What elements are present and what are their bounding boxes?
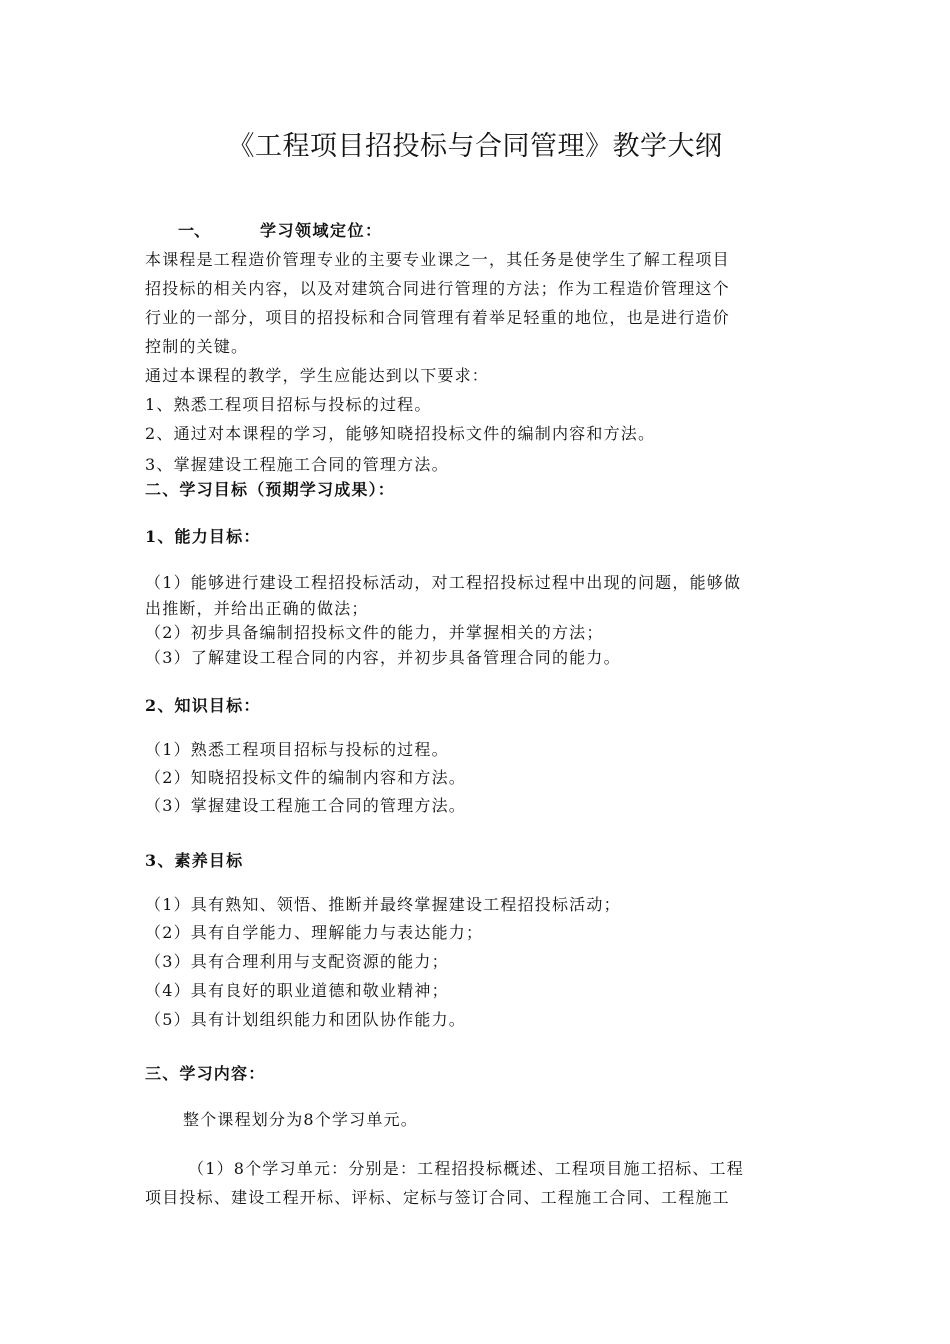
requirement-item: 1、熟悉工程项目招标与投标的过程。: [145, 395, 432, 414]
knowledge-goal-item: （1）熟悉工程项目招标与投标的过程。: [145, 740, 449, 759]
quality-goal-item: （1）具有熟知、领悟、推断并最终掌握建设工程招投标活动；: [145, 895, 621, 914]
paragraph-line: 控制的关键。: [145, 337, 249, 356]
ability-goals-heading: 1、能力目标：: [145, 527, 261, 546]
paragraph-line: （1）8个学习单元：分别是：工程招投标概述、工程项目施工招标、工程: [188, 1159, 744, 1178]
section-1-number: 一、: [178, 221, 211, 240]
knowledge-goals-heading: 2、知识目标：: [145, 696, 261, 715]
requirements-intro: 通过本课程的教学，学生应能达到以下要求：: [145, 366, 490, 385]
quality-goals-heading: 3、素养目标: [145, 851, 244, 870]
paragraph-line: 行业的一部分，项目的招投标和合同管理有着举足轻重的地位，也是进行造价: [145, 308, 730, 327]
ability-goal-item: （3）了解建设工程合同的内容，并初步具备管理合同的能力。: [145, 648, 621, 667]
quality-goal-item: （3）具有合理利用与支配资源的能力；: [145, 952, 449, 971]
quality-goal-item: （2）具有自学能力、理解能力与表达能力；: [145, 923, 484, 942]
page-title: 《工程项目招投标与合同管理》教学大纲: [227, 131, 723, 162]
paragraph-line: 项目投标、建设工程开标、评标、定标与签订合同、工程施工合同、工程施工: [145, 1188, 730, 1207]
requirement-item: 3、掌握建设工程施工合同的管理方法。: [145, 455, 449, 474]
quality-goal-item: （5）具有计划组织能力和团队协作能力。: [145, 1010, 466, 1029]
ability-goal-item: 出推断，并给出正确的做法；: [145, 599, 369, 618]
ability-goal-item: （2）初步具备编制招投标文件的能力，并掌握相关的方法；: [145, 623, 604, 642]
ability-goal-item: （1）能够进行建设工程招投标活动，对工程招投标过程中出现的问题，能够做: [145, 573, 742, 592]
section-2-heading: 二、学习目标（预期学习成果）：: [145, 480, 396, 499]
knowledge-goal-item: （3）掌握建设工程施工合同的管理方法。: [145, 796, 466, 815]
knowledge-goal-item: （2）知晓招投标文件的编制内容和方法。: [145, 768, 466, 787]
requirement-item: 2、通过对本课程的学习，能够知晓招投标文件的编制内容和方法。: [145, 424, 656, 443]
quality-goal-item: （4）具有良好的职业道德和敬业精神；: [145, 981, 449, 1000]
paragraph-line: 招投标的相关内容，以及对建筑合同进行管理的方法；作为工程造价管理这个: [145, 279, 730, 298]
section-3-heading: 三、学习内容：: [145, 1064, 266, 1083]
paragraph-line: 整个课程划分为8个学习单元。: [183, 1110, 418, 1129]
paragraph-line: 本课程是工程造价管理专业的主要专业课之一，其任务是使学生了解工程项目: [145, 250, 730, 269]
section-1-heading: 学习领域定位：: [260, 221, 383, 240]
